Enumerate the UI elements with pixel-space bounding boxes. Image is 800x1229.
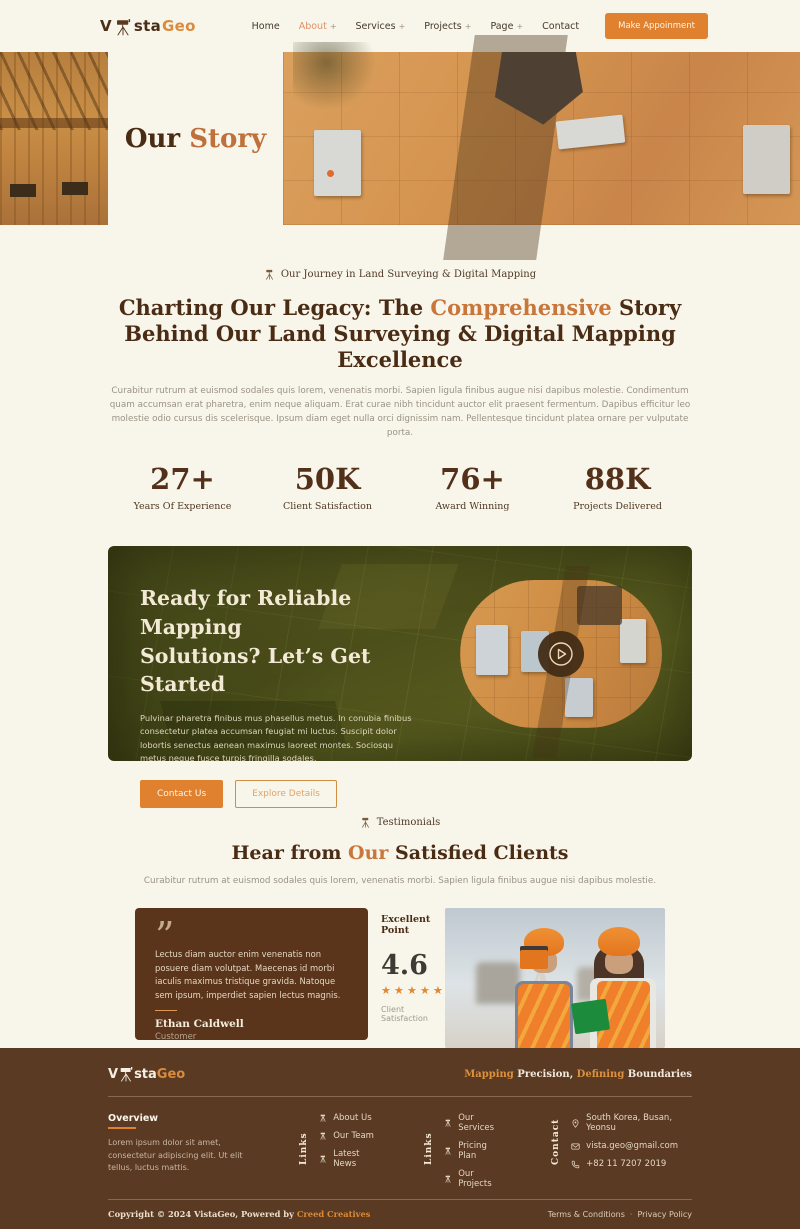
cta-paragraph: Pulvinar pharetra finibus mus phasellus metus. In conubia finibus consectetur platea accumsan feugiat mi luctus. Suscipit dolor lobortis senectus aenean maximus laoreet montes. Sociosqu metus neque fusce turpis fringilla sodales. — [140, 713, 412, 763]
star-icon — [381, 985, 393, 996]
footer-link-pricing-plan[interactable]: Pricing Plan — [444, 1141, 505, 1161]
footer-link-our-team[interactable]: Our Team — [319, 1131, 378, 1141]
star-icon — [394, 985, 406, 996]
footer-tagline: Mapping Precision, Defining Boundaries — [464, 1068, 692, 1080]
rating-block — [368, 908, 445, 1048]
testimonial-role: Customer — [155, 1032, 197, 1043]
footer-links-group-a — [299, 1113, 378, 1169]
star-rating — [381, 985, 445, 996]
terms-link[interactable]: Terms & Conditions — [547, 1209, 625, 1219]
footer-links-label: Links — [424, 1132, 435, 1166]
footer-link-our-services[interactable]: Our Services — [444, 1113, 505, 1133]
cta-banner — [108, 546, 692, 800]
footer-contact-phone[interactable]: +82 11 7207 2019 — [571, 1159, 692, 1169]
star-icon-partial — [433, 985, 445, 996]
page-title: Our Story — [124, 123, 267, 154]
footer-logo[interactable]: V sta Geo — [108, 1067, 186, 1083]
dot-separator — [630, 1210, 633, 1219]
tripod-icon — [360, 817, 371, 828]
footer-overview — [108, 1113, 253, 1174]
star-icon — [407, 985, 419, 996]
testimonial-row — [135, 908, 665, 1048]
hero-right-image — [283, 52, 800, 225]
footer-contact-group — [551, 1113, 692, 1169]
quote-icon — [155, 922, 348, 948]
stat-satisfaction: 50K Client Satisfaction — [282, 462, 373, 513]
footer — [0, 1048, 800, 1229]
surveyors-photo — [445, 908, 665, 1048]
footer-links-label: Links — [299, 1132, 310, 1166]
footer-contact-label: Contact — [551, 1119, 562, 1166]
privacy-link[interactable]: Privacy Policy — [637, 1209, 692, 1219]
cta-heading: Ready for Reliable Mapping Solutions? Let’s Get Started — [140, 586, 371, 697]
header — [0, 0, 800, 52]
brand-logo-v: V — [100, 17, 112, 35]
testimonials-eyebrow: Testimonials — [360, 817, 441, 828]
creed-creatives-link[interactable]: Creed Creatives — [296, 1209, 371, 1220]
divider — [108, 1127, 136, 1129]
rating-value: 4.6 — [381, 950, 428, 982]
tripod-icon — [113, 18, 133, 35]
about-section — [0, 225, 800, 512]
nav-projects[interactable]: Projects + — [424, 21, 471, 32]
nav-page[interactable]: Page + — [490, 21, 523, 32]
footer-overview-title: Overview — [108, 1113, 159, 1125]
location-pin-icon — [571, 1119, 580, 1128]
brand-logo-mid: sta — [133, 17, 162, 35]
testimonial-card — [135, 908, 368, 1043]
footer-link-about-us[interactable]: About Us — [319, 1113, 378, 1123]
copyright-text: Copyright © 2024 VistaGeo, Powered by Creed Creatives — [108, 1209, 371, 1220]
tripod-icon — [118, 1066, 134, 1082]
testimonials-paragraph: Curabitur rutrum at euismod sodales quis lorem, venenatis morbi. Sapien ligula finibus augue nisi dapibus molestie. — [143, 876, 657, 887]
envelope-icon — [571, 1142, 580, 1151]
about-eyebrow: Our Journey in Land Surveying & Digital Mapping — [264, 269, 536, 280]
main-nav — [252, 21, 579, 32]
testimonial-author: Ethan Caldwell — [155, 1018, 244, 1031]
testimonial-quote: Lectus diam auctor enim venenatis non posuere diam volutpat. Maecenas id morbi iaculis maximus tristique gravida. Natoque sem ipsum, imperdiet sapien lectus magnis. — [155, 949, 341, 1000]
rating-caption: Client Satisfaction — [381, 1005, 428, 1024]
cta-video-thumbnail — [460, 580, 662, 728]
footer-link-latest-news[interactable]: Latest News — [319, 1149, 378, 1169]
nav-contact[interactable]: Contact — [542, 20, 580, 32]
stat-awards: 76+ Award Winning — [435, 462, 510, 513]
stats-row — [110, 462, 690, 512]
stat-experience: 27+ Years Of Experience — [133, 462, 232, 513]
footer-overview-text: Lorem ipsum dolor sit amet, consectetur adipiscing elit. Ut elit tellus, luctus mattis. — [108, 1138, 243, 1173]
hero-banner — [0, 52, 800, 225]
nav-services[interactable]: Services + — [356, 21, 406, 32]
testimonials-heading: Hear from Our Satisfied Clients — [231, 842, 569, 865]
about-heading: Charting Our Legacy: The Comprehensive Story Behind Our Land Surveying & Digital Mapping Excellence — [118, 295, 682, 373]
tripod-icon — [264, 269, 275, 280]
brand-logo[interactable] — [100, 17, 196, 35]
footer-contact-location: South Korea, Busan, Yeonsu — [571, 1113, 692, 1133]
play-button[interactable] — [538, 631, 584, 677]
stat-projects: 88K Projects Delivered — [573, 462, 662, 513]
make-appointment-button[interactable]: Make Appoinment — [605, 13, 708, 39]
hero-left-image — [0, 52, 108, 225]
divider — [108, 1096, 692, 1097]
divider — [155, 1010, 177, 1011]
explore-details-button[interactable]: Explore Details — [235, 780, 337, 808]
nav-home[interactable]: Home — [251, 20, 280, 32]
footer-links-group-b — [424, 1113, 505, 1189]
phone-icon — [571, 1160, 580, 1169]
about-paragraph: Curabitur rutrum at euismod sodales quis lorem, venenatis morbi. Sapien ligula finibus augue nisi dapibus molestie. Condimentum quam accumsan erat pharetra, enim neque aliquam. Erat curae nibh tincidunt auctor elit praesent fermentum. Dapibus efficitur leo molestie odio cursus dis scelerisque. Ipsum diam eget nulla orci dignissim nam. Pellentesque tincidunt platea ornare per vulputate porta. — [109, 386, 691, 439]
rating-title: Excellent Point — [381, 914, 431, 937]
footer-link-our-projects[interactable]: Our Projects — [444, 1169, 505, 1189]
star-icon — [420, 985, 432, 996]
brand-logo-accent: Geo — [162, 17, 196, 35]
contact-us-button[interactable]: Contact Us — [140, 780, 223, 808]
footer-contact-email[interactable]: vista.geo@gmail.com — [571, 1141, 692, 1151]
nav-about[interactable]: About + — [299, 21, 337, 32]
